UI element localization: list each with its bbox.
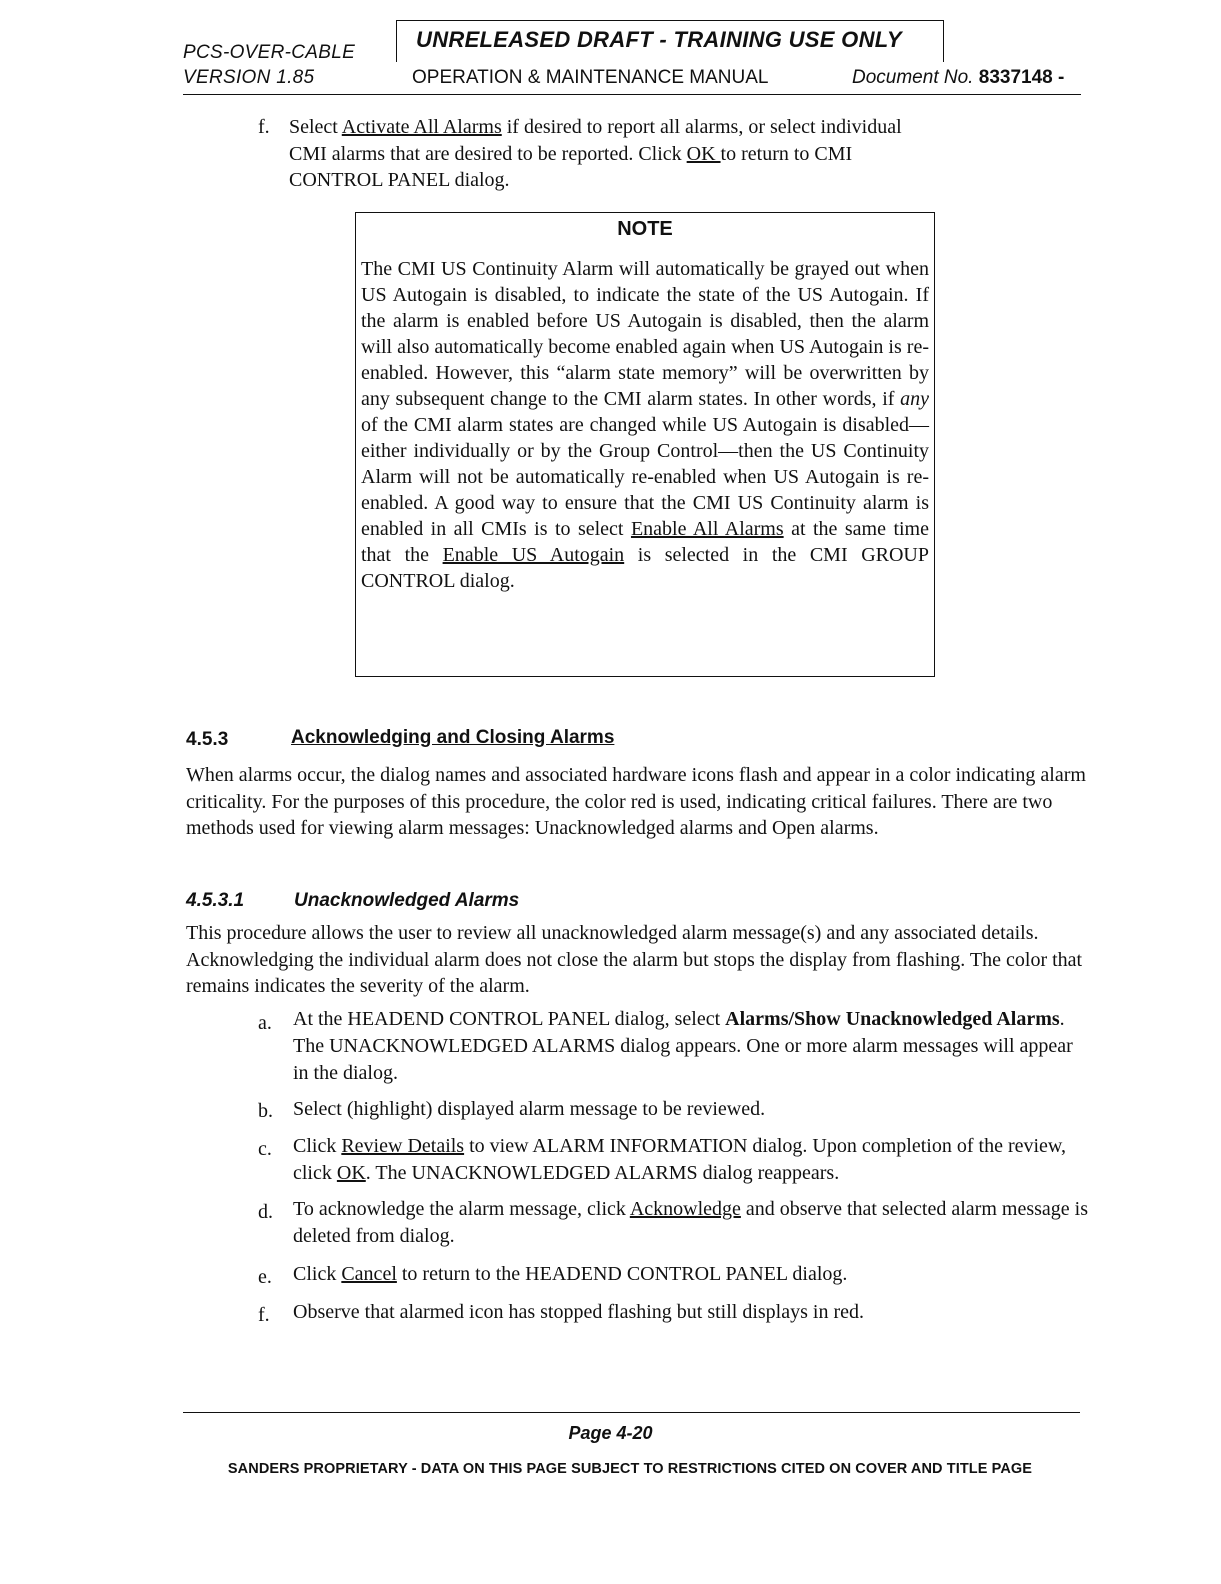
text: CONTROL PANEL dialog.	[289, 169, 510, 191]
step-f-top-letter: f.	[258, 116, 270, 138]
text: and observe that selected alarm message is deleted from dialog.	[293, 1198, 1088, 1247]
note-title: NOTE	[617, 218, 673, 240]
step-a-text	[293, 1006, 1073, 1087]
enable-all-alarms-link[interactable]: Enable All Alarms	[630, 518, 784, 540]
enable-us-autogain-link[interactable]: Enable US Autogain	[442, 544, 625, 566]
step-d-letter: d.	[258, 1201, 273, 1223]
manual-title: OPERATION & MAINTENANCE MANUAL	[412, 67, 769, 88]
text: if desired to report all alarms, or select individual	[501, 116, 902, 138]
document-number	[852, 67, 1064, 89]
proprietary-notice: SANDERS PROPRIETARY - DATA ON THIS PAGE SUBJECT TO RESTRICTIONS CITED ON COVER AND TITLE PAGE	[227, 1461, 1033, 1477]
text: Click	[293, 1135, 342, 1157]
text: to return to CMI	[720, 142, 853, 165]
step-e-letter: e.	[258, 1266, 272, 1288]
page-number: Page 4-20	[568, 1423, 653, 1443]
text: . The UNACKNOWLEDGED ALARMS dialog reappears.	[365, 1162, 840, 1184]
document-label: Document	[852, 67, 939, 88]
step-f-top-text	[289, 114, 1079, 194]
text: to return to the HEADEND CONTROL PANEL dialog.	[396, 1263, 848, 1285]
text: . The UNACKNOWLEDGED ALARMS dialog appears. One or more alarm messages will appear in the dialog.	[293, 1008, 1073, 1084]
footer-rule	[183, 1412, 1080, 1413]
text: Click	[293, 1263, 342, 1285]
step-c-letter: c.	[258, 1138, 272, 1160]
step-b-text: Select (highlight) displayed alarm message to be reviewed.	[293, 1098, 766, 1120]
note-text: The CMI US Continuity Alarm will automatically be grayed out when US Autogain is disabled, to indicate the state of the US Autogain. If the alarm is enabled before US Autogain is disabled, then the alarm will also automatically become enabled again when US Autogain is re-enabled. However, this “alarm state memory” will be overwritten by any subsequent change to the CMI alarm states. In other words, if	[361, 258, 929, 410]
document-no-label: No.	[943, 67, 974, 88]
note-body	[361, 256, 929, 594]
cancel-link[interactable]: Cancel	[341, 1263, 397, 1285]
step-e-text	[293, 1261, 1098, 1288]
version-label: VERSION 1.85	[183, 67, 315, 88]
step-a-letter: a.	[258, 1012, 272, 1034]
activate-all-alarms-link[interactable]: Activate All Alarms	[341, 116, 502, 138]
acknowledge-link[interactable]: Acknowledge	[629, 1198, 741, 1220]
section-title: Acknowledging and Closing Alarms	[291, 727, 615, 748]
step-d-text	[293, 1196, 1108, 1250]
step-f-letter: f.	[258, 1304, 270, 1326]
note-emphasis: any	[900, 388, 929, 410]
step-b-letter: b.	[258, 1100, 273, 1122]
ok-link[interactable]: OK	[336, 1162, 366, 1184]
product-name: PCS-OVER-CABLE	[183, 42, 356, 63]
step-f-text: Observe that alarmed icon has stopped flashing but still displays in red.	[293, 1301, 864, 1323]
subsection-body: This procedure allows the user to review all unacknowledged alarm message(s) and any associated details. Acknowledging the individual alarm does not close the alarm but stops the display from flashing. The color that remains indicates the severity of the alarm.	[186, 922, 1083, 997]
text: CMI alarms that are desired to be reported. Click	[289, 142, 687, 165]
step-c-text	[293, 1133, 1098, 1187]
section-number: 4.5.3	[186, 729, 229, 750]
text: Select	[289, 116, 342, 138]
ok-link[interactable]: OK	[686, 142, 721, 165]
text: To acknowledge the alarm message, click	[293, 1198, 630, 1220]
note-text: of the CMI alarm states are changed while US Autogain is disabled—either individually or by the Group Control—then the US Continuity Alarm will not be automatically re-enabled when US Autogain is re-enabled. A good way to ensure that the CMI US Continuity alarm is enabled in all CMIs is to select	[361, 414, 929, 540]
note-text: at the same time that the	[361, 518, 929, 566]
review-details-link[interactable]: Review Details	[341, 1135, 465, 1157]
section-body: When alarms occur, the dialog names and associated hardware icons flash and appear in a color indicating alarm criticality. For the purposes of this procedure, the color red is used, indicating critical failures. There are two methods used for viewing alarm messages: Unacknowledged alarms and Open alarms.	[186, 764, 1086, 839]
subsection-title: Unacknowledged Alarms	[294, 890, 520, 911]
text: At the HEADEND CONTROL PANEL dialog, select	[293, 1008, 726, 1030]
text: to view ALARM INFORMATION dialog. Upon completion of the review, click	[293, 1135, 1067, 1184]
document-no-value: 8337148 -	[978, 67, 1065, 88]
header-rule	[183, 94, 1081, 95]
draft-notice: UNRELEASED DRAFT - TRAINING USE ONLY	[416, 27, 902, 52]
menu-path: Alarms/Show Unacknowledged Alarms	[725, 1008, 1060, 1030]
note-text: is selected in the CMI GROUP CONTROL dialog.	[361, 544, 929, 592]
subsection-number: 4.5.3.1	[186, 890, 245, 911]
